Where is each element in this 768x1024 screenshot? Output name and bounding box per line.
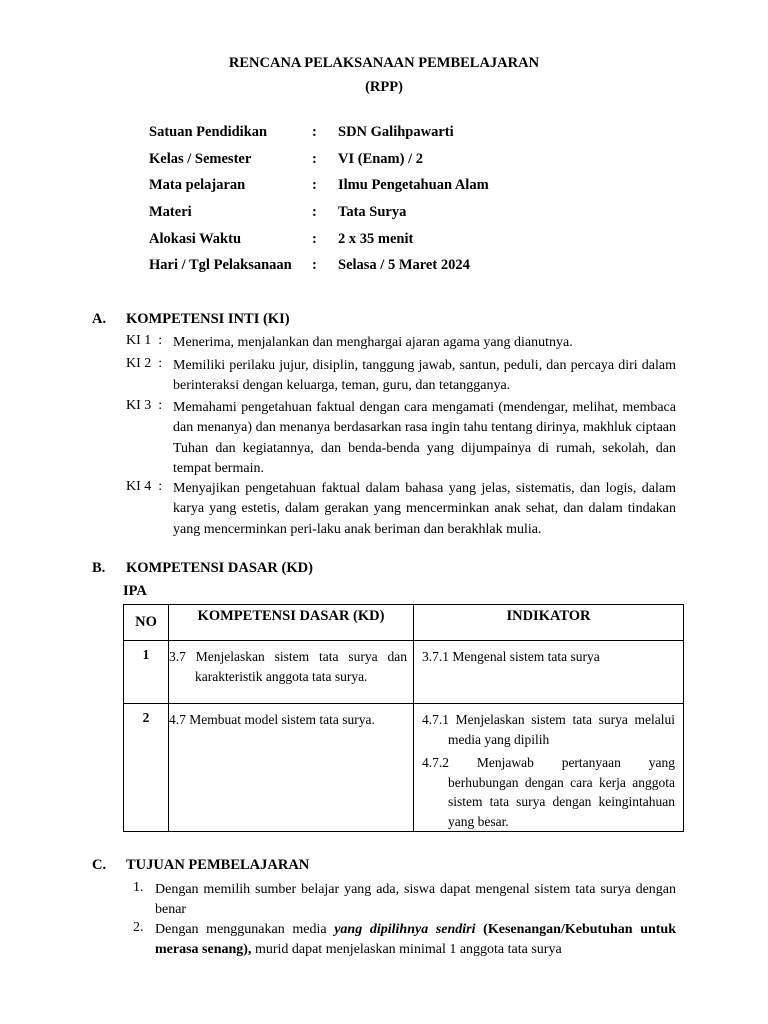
section-a-letter: A. bbox=[92, 311, 107, 327]
table-header-row bbox=[124, 605, 684, 641]
info-colon: : bbox=[312, 177, 317, 193]
header-indikator: INDIKATOR bbox=[414, 605, 684, 641]
row-no: 1 bbox=[124, 641, 169, 704]
ki-4-label: KI 4 : bbox=[126, 479, 163, 494]
document-title: RENCANA PELAKSANAAN PEMBELAJARAN bbox=[228, 55, 540, 71]
tujuan-2-part1: Dengan menggunakan media bbox=[155, 922, 335, 937]
document-subtitle: (RPP) bbox=[365, 79, 403, 95]
tujuan-2-number: 2. bbox=[133, 920, 144, 935]
info-value-mapel: Ilmu Pengetahuan Alam bbox=[338, 177, 489, 193]
table-row bbox=[124, 704, 684, 832]
indikator-text: 4.7.2 Menjawab pertanyaan yang berhubungan dengan cara kerja anggota sistem tata surya dengan keingintahuan yang besar. bbox=[422, 755, 675, 829]
info-label-hari: Hari / Tgl Pelaksanaan bbox=[149, 257, 292, 273]
info-value-satuan: SDN Galihpawarti bbox=[338, 124, 454, 140]
tujuan-1-number: 1. bbox=[133, 880, 144, 895]
row-indikator-cell bbox=[414, 704, 684, 832]
info-value-hari: Selasa / 5 Maret 2024 bbox=[338, 257, 470, 273]
subject-label: IPA bbox=[123, 583, 147, 599]
tujuan-1-text: Dengan memilih sumber belajar yang ada, siswa dapat mengenal sistem tata surya dengan benar bbox=[155, 882, 676, 918]
info-value-kelas: VI (Enam) / 2 bbox=[338, 151, 423, 167]
ki-2-label: KI 2 : bbox=[126, 356, 163, 371]
table-row bbox=[124, 641, 684, 704]
info-label-materi: Materi bbox=[149, 204, 192, 220]
info-label-kelas: Kelas / Semester bbox=[149, 151, 252, 167]
tujuan-2-part2: yang dipilihnya sendiri bbox=[334, 922, 476, 937]
section-b-letter: B. bbox=[92, 560, 106, 576]
section-b-title: KOMPETENSI DASAR (KD) bbox=[126, 560, 313, 576]
info-colon: : bbox=[312, 204, 317, 220]
kd-table bbox=[123, 604, 684, 832]
ki-3-label: KI 3 : bbox=[126, 398, 163, 413]
info-colon: : bbox=[312, 257, 317, 273]
tujuan-2-text bbox=[155, 920, 676, 961]
header-no: NO bbox=[124, 605, 169, 641]
indikator-text: 3.7.1 Mengenal sistem tata surya bbox=[422, 649, 600, 664]
tujuan-2-part4: murid dapat menjelaskan minimal 1 anggota tata surya bbox=[251, 942, 562, 958]
info-colon: : bbox=[312, 151, 317, 167]
indikator-text: 4.7.1 Menjelaskan sistem tata surya melalui media yang dipilih bbox=[422, 712, 675, 747]
row-kd-cell bbox=[169, 641, 414, 704]
ki-2-text: Memiliki perilaku jujur, disiplin, tanggung jawab, santun, peduli, dan percaya diri dalam berinteraksi dengan keluarga, teman, guru, dan tetangganya. bbox=[173, 358, 676, 394]
info-colon: : bbox=[312, 231, 317, 247]
info-label-satuan: Satuan Pendidikan bbox=[149, 124, 268, 140]
kd-text: 3.7 Menjelaskan sistem tata surya dan karakteristik anggota tata surya. bbox=[169, 649, 407, 684]
info-label-alokasi: Alokasi Waktu bbox=[149, 231, 242, 247]
info-label-mapel: Mata pelajaran bbox=[149, 177, 246, 193]
ki-1-text: Menerima, menjalankan dan menghargai ajaran agama yang dianutnya. bbox=[173, 335, 573, 350]
info-value-materi: Tata Surya bbox=[338, 204, 407, 220]
ki-4-text: Menyajikan pengetahuan faktual dalam bahasa yang jelas, sistematis, dan logis, dalam karya yang estetis, dalam gerakan yang mencerminkan anak sehat, dan dalam tindakan yang mencerminkan peri-laku anak beriman dan berakhlak mulia. bbox=[173, 481, 676, 537]
kd-text: 4.7 Membuat model sistem tata surya. bbox=[169, 712, 375, 727]
section-c-title: TUJUAN PEMBELAJARAN bbox=[126, 857, 310, 873]
section-a-title: KOMPETENSI INTI (KI) bbox=[126, 311, 290, 327]
info-colon: : bbox=[312, 124, 317, 140]
header-kd: KOMPETENSI DASAR (KD) bbox=[169, 605, 414, 641]
row-no: 2 bbox=[124, 704, 169, 832]
info-value-alokasi: 2 x 35 menit bbox=[338, 231, 414, 247]
section-c-letter: C. bbox=[92, 857, 107, 873]
ki-3-text: Memahami pengetahuan faktual dengan cara mengamati (mendengar, melihat, membaca dan menanya) dan menanya berdasarkan rasa ingin tahu tentang dirinya, makhluk ciptaan Tuhan dan kegiatannya, dan benda-benda yang dijumpainya di rumah, sekolah, dan tempat bermain. bbox=[173, 400, 676, 476]
row-indikator-cell bbox=[414, 641, 684, 704]
ki-1-label: KI 1 : bbox=[126, 333, 163, 348]
tujuan-2-part3: (Kesenangan/Kebutuhan untuk merasa senang), bbox=[155, 922, 676, 958]
row-kd-cell bbox=[169, 704, 414, 832]
